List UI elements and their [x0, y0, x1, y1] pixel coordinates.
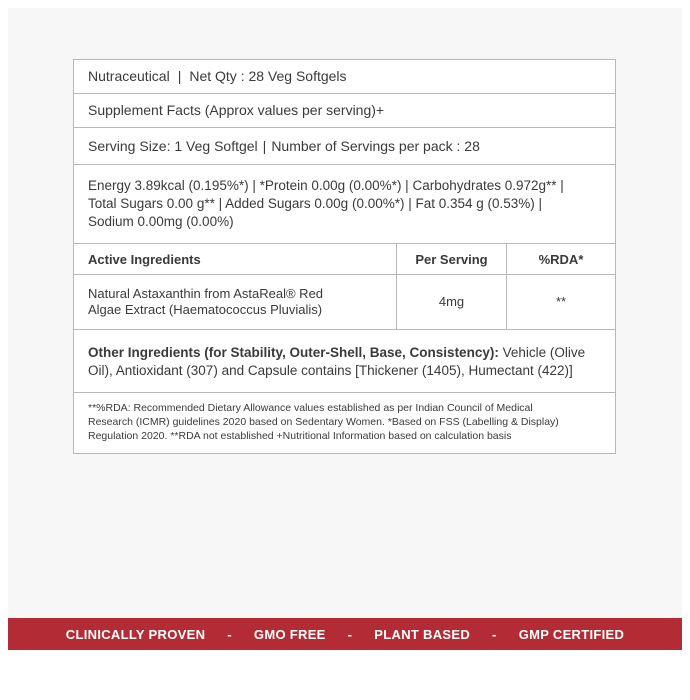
footnote-line-3: Regulation 2020. **RDA not established +Nutritional Information based on calculation basis [88, 430, 512, 442]
serving-row [74, 128, 615, 165]
claim-gmp-certified: GMP CERTIFIED [518, 626, 625, 642]
header-per-serving: Per Serving [396, 244, 506, 274]
supplement-facts-table [73, 59, 616, 454]
nutrition-line-3: Sodium 0.00mg (0.00%) [88, 214, 234, 229]
ingredient-name-line-1: Natural Astaxanthin from AstaReal® Red [88, 286, 324, 301]
nutrition-line-1: Energy 3.89kcal (0.195%*) | *Protein 0.00g (0.00%*) | Carbohydrates 0.972g** | [88, 178, 564, 193]
claims-banner [8, 618, 682, 650]
header-rda: %RDA* [506, 244, 615, 274]
footnote-line-1: **%RDA: Recommended Dietary Allowance values established as per Indian Council of Medical [88, 402, 533, 414]
product-type: Nutraceutical [88, 68, 170, 84]
nutrition-row [74, 165, 615, 244]
ingredient-per-serving: 4mg [396, 275, 506, 329]
other-ingredients-row [74, 330, 615, 393]
banner-separator: - [347, 626, 353, 642]
nutrition-line-2: Total Sugars 0.00 g** | Added Sugars 0.00g (0.00%*) | Fat 0.354 g (0.53%) | [88, 196, 543, 211]
header-row [74, 60, 615, 94]
footnote-line-2: Research (ICMR) guidelines 2020 based on Sedentary Women. *Based on FSS (Labelling & Display) [88, 416, 559, 428]
servings-per-pack: Number of Servings per pack : 28 [271, 137, 480, 154]
supplement-facts-title: Supplement Facts (Approx values per serving)+ [88, 102, 385, 118]
ingredients-header-row [74, 244, 615, 275]
banner-separator: - [227, 626, 232, 642]
serving-separator: | [262, 137, 267, 154]
banner-separator: - [492, 626, 497, 642]
header-active-ingredients: Active Ingredients [88, 251, 201, 267]
claim-clinically-proven: CLINICALLY PROVEN [65, 626, 206, 642]
serving-size: Serving Size: 1 Veg Softgel [88, 137, 258, 154]
ingredient-rda: ** [506, 275, 615, 329]
ingredient-name-line-2: Algae Extract (Haematococcus Pluvialis) [88, 302, 323, 317]
ingredient-name [74, 275, 396, 329]
table-row [74, 275, 615, 330]
supplement-facts-row [74, 94, 615, 128]
footnote-row [74, 393, 615, 453]
claim-plant-based: PLANT BASED [374, 626, 471, 642]
claim-gmo-free: GMO FREE [253, 626, 326, 642]
other-ingredients-text: Vehicle (Olive Oil), Antioxidant (307) and Capsule contains [Thickener (1405), Humectant (422)] [88, 345, 586, 378]
other-ingredients-label: Other Ingredients (for Stability, Outer-Shell, Base, Consistency): [88, 345, 499, 360]
net-quantity: Net Qty : 28 Veg Softgels [189, 68, 347, 84]
header-separator: | [177, 68, 182, 84]
